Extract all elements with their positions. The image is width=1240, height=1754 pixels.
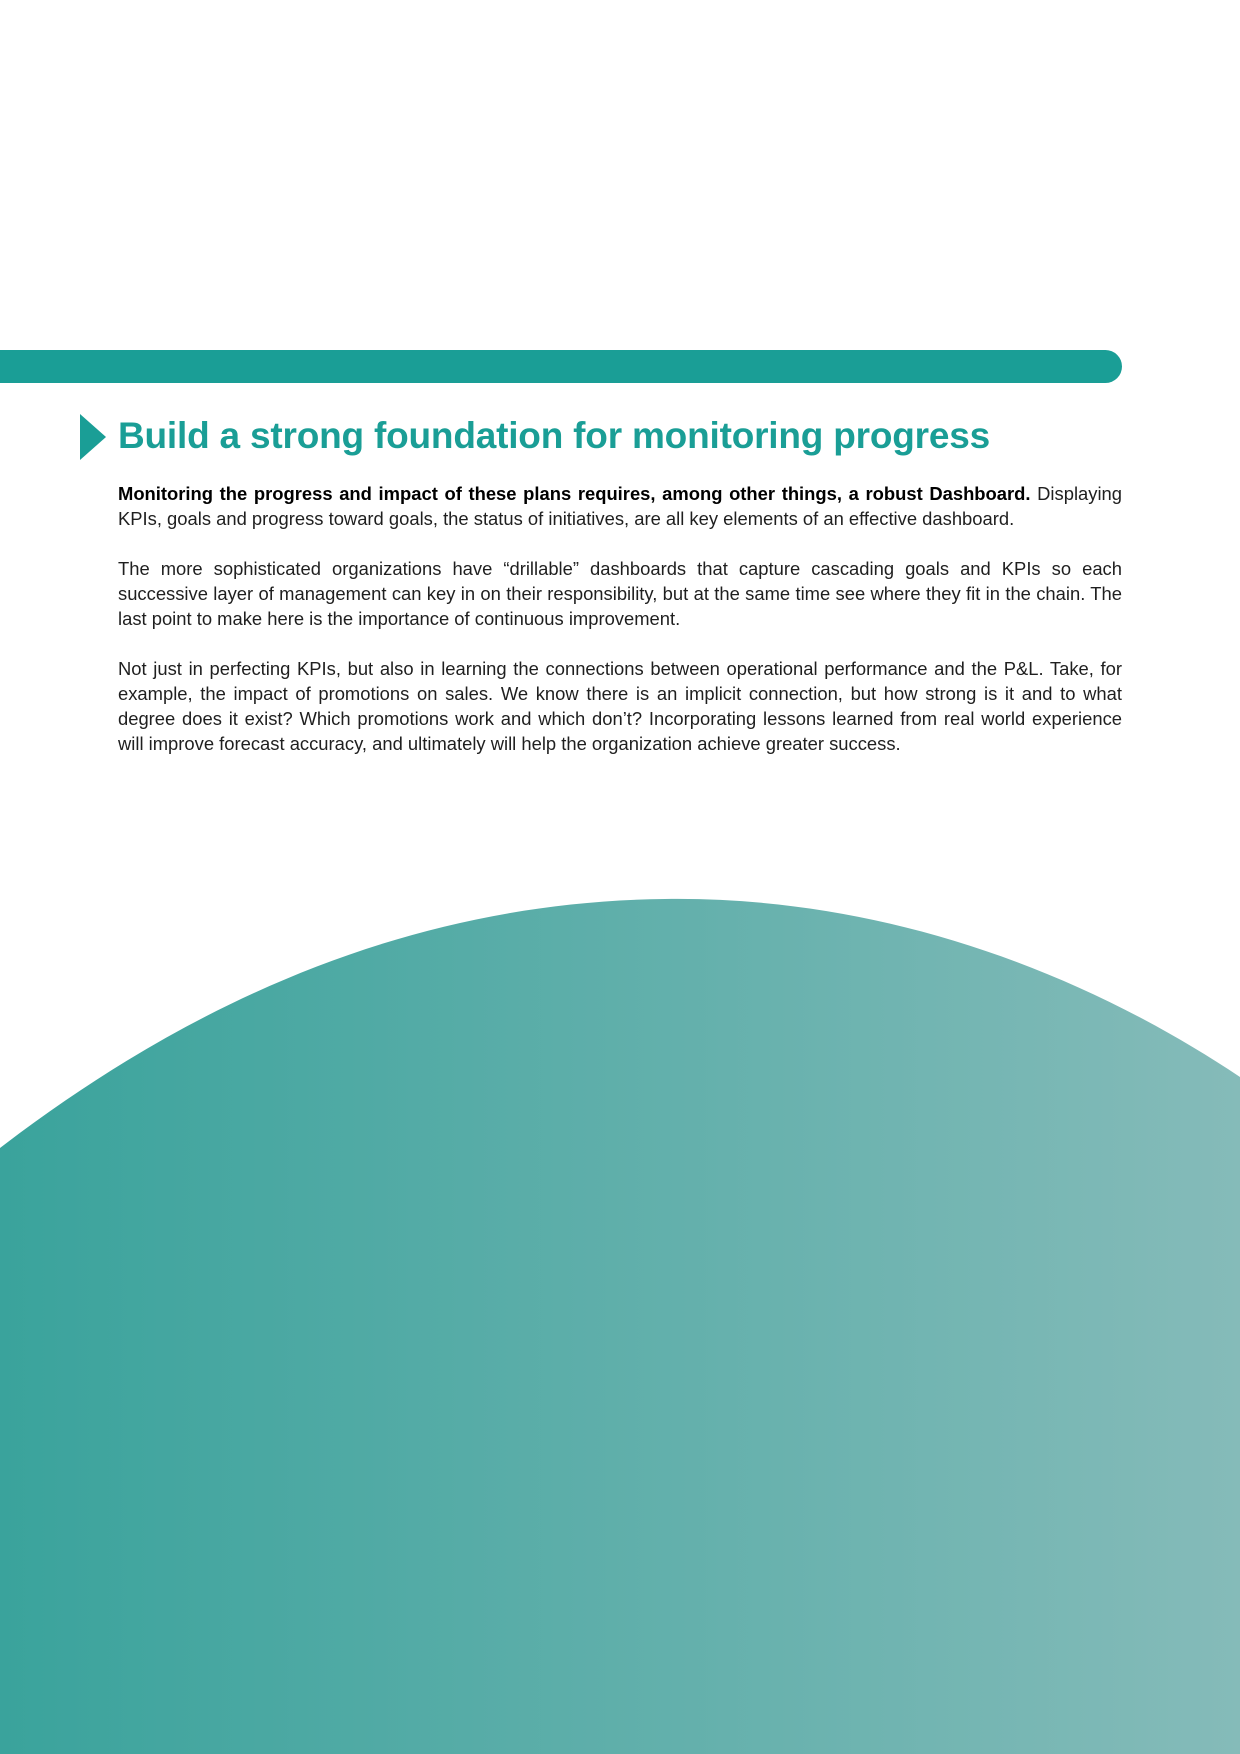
paragraph-1-body: Displaying KPIs, goals and progress toward goals, the status of initiatives, are all key elements of an effective dashboard.: [118, 483, 1122, 529]
body-text: [118, 481, 1122, 781]
paragraph-1-lead: Monitoring the progress and impact of these plans requires, among other things, a robust Dashboard.: [118, 483, 1031, 504]
header-accent-bar: [0, 350, 1122, 383]
triangle-right-icon: [80, 414, 106, 460]
paragraph-2: The more sophisticated organizations have “drillable” dashboards that capture cascading goals and KPIs so each successive layer of management can key in on their responsibility, but at the same time see where they fit in the chain. The last point to make here is the importance of continuous improvement.: [118, 558, 1122, 629]
section-heading: [80, 408, 1122, 468]
paragraph-1: [118, 481, 1122, 531]
paragraph-3: Not just in perfecting KPIs, but also in learning the connections between operational performance and the P&L. Take, for example, the impact of promotions on sales. We know there is an implicit connection, but how strong is it and to what degree does it exist? Which promotions work and which don’t? Incorporating lessons learned from real world experience will improve forecast accuracy, and ultimately will help the organization achieve greater success.: [118, 658, 1122, 754]
arc-shape: [0, 899, 1240, 1754]
section-title: Build a strong foundation for monitoring progress: [118, 415, 990, 456]
